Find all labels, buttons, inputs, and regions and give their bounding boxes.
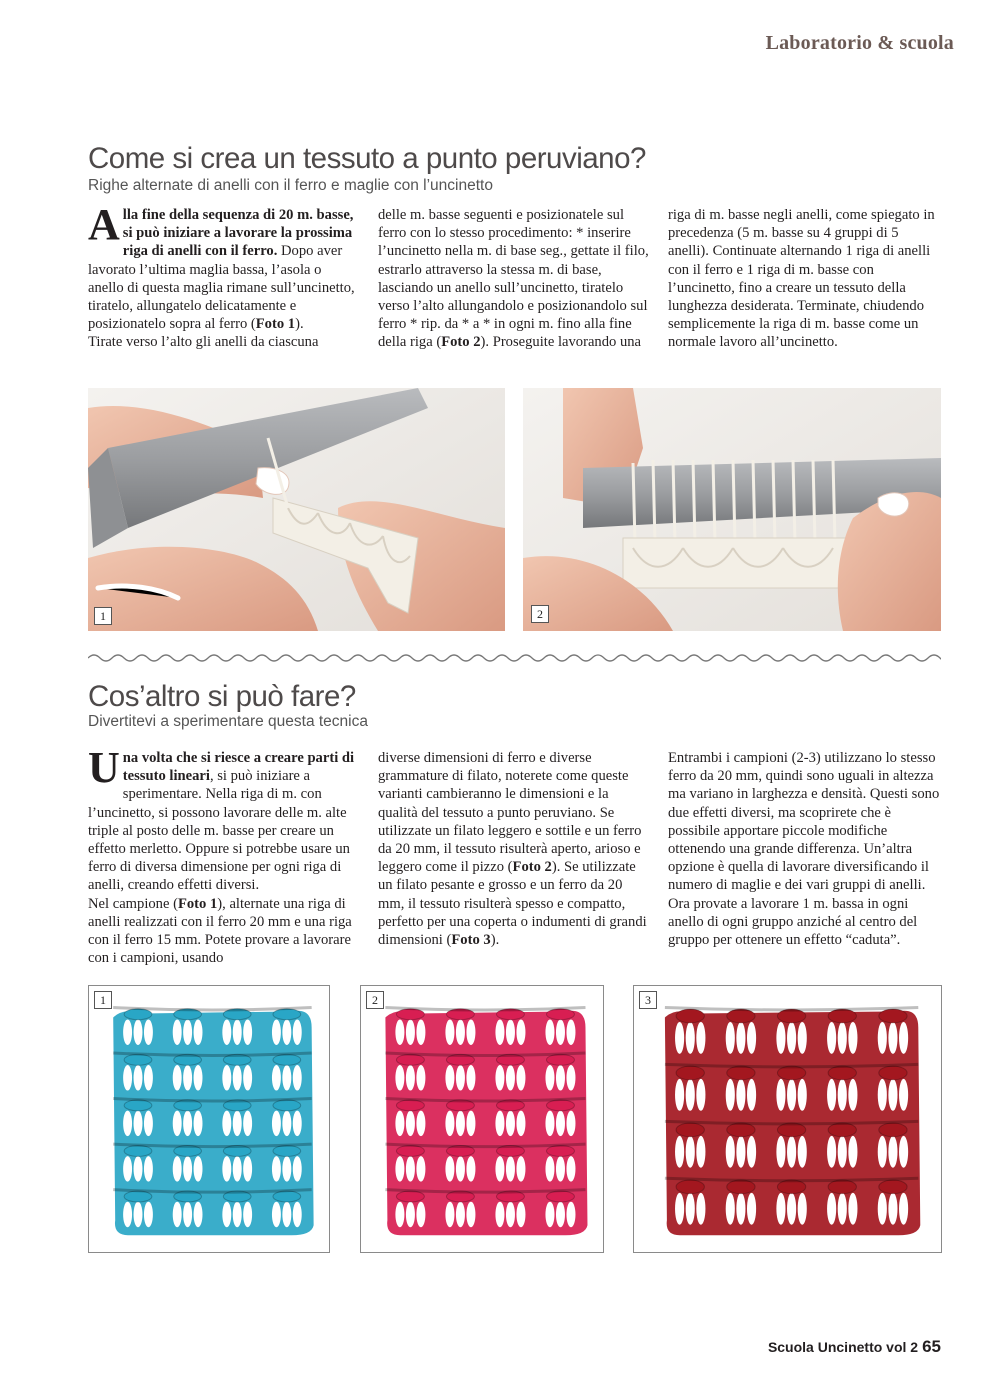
photo-number-badge: 1 (94, 607, 112, 625)
body-text: ). Se utilizzate un filato pesante e grosso e un ferro da 20 mm, il tessuto risulterà spesso e compatto, perfetto per una coperta o indumenti di grandi dimensioni ( (378, 859, 647, 949)
body-text: ), alternate una riga di anelli realizzati con il ferro 20 mm e una riga con il ferro 15 mm. Potete provare a lavorare con i campioni, usando (88, 895, 352, 967)
photo-number-badge: 3 (639, 991, 657, 1009)
sample-3-red (633, 985, 942, 1253)
body-text: Tirate verso l’alto gli anelli da ciascuna (88, 334, 319, 351)
page-number: 65 (922, 1337, 941, 1356)
photo-number-badge: 1 (94, 991, 112, 1009)
drop-cap: A (88, 200, 120, 249)
photo-1-illustration (88, 388, 505, 631)
article-subtitle: Divertitevi a sperimentare questa tecnica (88, 713, 368, 730)
magazine-name: Scuola Uncinetto vol 2 (767, 1339, 919, 1355)
photo-reference: Foto 2 (441, 334, 481, 351)
article1-column-2 (378, 206, 650, 352)
body-text: diverse dimensioni di ferro e diverse grammature di filato, noterete come queste varianti cambieranno le dimensioni e la qualità del tessuto a punto peruviano. Se utilizzate un filato leggero e sottile e un ferro da 20 mm, il tessuto risulterà aperto, arioso e leggero come il pizzo ( (378, 750, 642, 876)
photo-number-badge: 2 (531, 605, 549, 623)
article2-column-2 (378, 749, 650, 949)
turquoise-swatch-image (89, 986, 330, 1253)
article2-column-3 (668, 749, 940, 949)
body-text: ). (490, 932, 500, 949)
body-text: Nel campione ( (88, 895, 178, 912)
article-title: Come si crea un tessuto a punto peruviano? (88, 142, 646, 175)
article-title: Cos’altro si può fare? (88, 680, 356, 713)
photo-reference: Foto 1 (177, 895, 218, 912)
article1-column-3 (668, 206, 940, 352)
photo-reference: Foto 3 (451, 932, 491, 949)
lead-text: na volta che si riesce a creare parti di tessuto lineari (122, 750, 355, 785)
page-footer (768, 1337, 941, 1357)
article2-column-1 (88, 743, 360, 967)
wavy-divider (88, 652, 941, 664)
body-text: Entrambi i campioni (2-3) utilizzano lo stesso ferro da 20 mm, quindi sono uguali in altezza ma variano in larghezza e densità. Questi sono due effetti diversi, ma scoprirete che è possibile apportare piccole modifiche ottenendo una grande differenza. Un’altra opzione è quella di lavorare diversificando il numero di maglie e dei vari gruppi di anelli. Ora provate a lavorare 1 m. bassa in ogni anello di ogni gruppo anziché al centro del gruppo per ottenere un effetto “caduta”. (668, 750, 940, 949)
body-text: , si può iniziare a sperimentare. Nella riga di m. con l’uncinetto, si possono lavorare delle m. alte triple al posto delle m. basse per creare un effetto merletto. Oppure si potrebbe usare un ferro di diversa dimensione per ogni riga di anelli, creando effetti diversi. (88, 768, 350, 894)
red-swatch-image (634, 986, 942, 1253)
section-header: Laboratorio & scuola (765, 32, 954, 54)
photo-2-hands-loops (523, 388, 941, 631)
pink-swatch-image (361, 986, 604, 1253)
body-text: Dopo aver lavorato l’ultima maglia bassa, l’asola o anello di questa maglia rimane sull’uncinetto, tiratelo, allungatelo delicatamente e posizionatelo sopra al ferro ( (88, 243, 355, 333)
body-text: riga di m. basse negli anelli, come spiegato in precedenza (5 m. basse su 4 gruppi di 5 anelli). Continuate alternando 1 riga di anelli con il ferro e 1 riga di m. basse con l’uncinetto, fino a creare un tessuto della lunghezza desiderata. Terminate, chiudendo semplicemente la riga di m. basse come un normale lavoro all’uncinetto. (668, 207, 935, 351)
sample-1-turquoise (88, 985, 330, 1253)
photo-2-illustration (523, 388, 941, 631)
body-text: ). Proseguite lavorando una (480, 334, 642, 351)
lead-text: lla fine della sequenza di 20 m. basse, si può iniziare a lavorare la prossima riga di anelli con il ferro. (122, 207, 354, 260)
photo-reference: Foto 2 (512, 859, 552, 876)
photo-number-badge: 2 (366, 991, 384, 1009)
sample-2-pink (360, 985, 604, 1253)
article1-column-1 (88, 200, 360, 352)
body-text: delle m. basse seguenti e posizionatele sul ferro con lo stesso procedimento: * inserire l’uncinetto nella m. di base seg., gettate il filo, estrarlo attraverso la stessa m. di base, lasciando un anello sull’uncinetto, tiratelo verso l’alto allungandolo e posizionandolo sul ferro * rip. da * a * in ogni m. fino alla fine della riga ( (378, 207, 649, 351)
photo-1-hands-needle (88, 388, 505, 631)
body-text: ). (295, 316, 304, 333)
drop-cap: U (88, 743, 120, 792)
photo-reference: Foto 1 (255, 316, 296, 333)
article-subtitle: Righe alternate di anelli con il ferro e maglie con l’uncinetto (88, 177, 493, 194)
